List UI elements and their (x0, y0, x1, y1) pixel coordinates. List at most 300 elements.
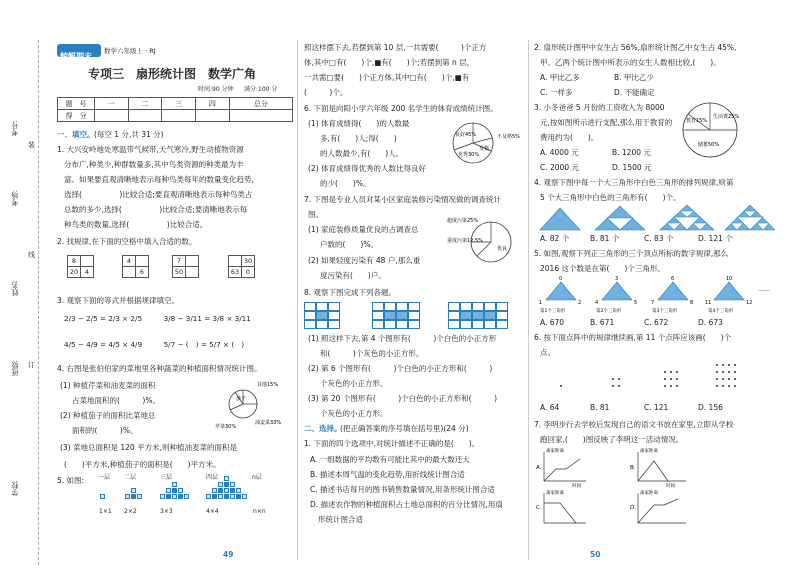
cube (242, 494, 247, 499)
r-q7-text: 7. 李明步行去学校后发现自己的语文书放在家里,立即从学校 (534, 420, 734, 429)
dot (716, 385, 718, 387)
cube (218, 482, 223, 487)
grid-cell: 7 (173, 256, 186, 267)
pattern-square (328, 320, 340, 329)
stack-caption: 1×1 (99, 508, 112, 515)
triangle-caption: 第1个三角形 (540, 309, 566, 314)
pattern-square (460, 311, 472, 320)
pattern-square (396, 311, 408, 320)
cube (172, 494, 177, 499)
dot (722, 364, 724, 366)
dot (734, 364, 736, 366)
q6-text: (1) 体育成绩得( )的人数最 (308, 119, 410, 128)
r-q6-option: B. 81 (590, 403, 610, 412)
stack-caption: 3×3 (160, 508, 173, 515)
pattern-square (396, 302, 408, 311)
q1-line: 分布广,种类少,种群数量多,其中鸟类资源的种类最为丰 (64, 160, 244, 169)
q4-pie-chart (213, 378, 293, 436)
graph-c[interactable] (536, 489, 586, 523)
grid-cell: 63 (229, 267, 242, 278)
score-cell[interactable] (162, 110, 196, 122)
brand-logo (57, 44, 101, 61)
section-2-heading: 二、选择。 (304, 424, 342, 433)
pattern-square (496, 311, 508, 320)
axis-label: 离家距离 (546, 449, 564, 454)
cube (184, 494, 189, 499)
dot (722, 385, 724, 387)
pattern-square (408, 302, 420, 311)
cube (172, 488, 177, 493)
r-q2-text: 2. 扇形统计图甲中女生占 56%,扇形统计图乙中女生占 45%, (534, 43, 737, 52)
r-q2-option: D. 不能确定 (614, 88, 655, 97)
label-name: 姓名: (11, 280, 19, 297)
r-q3-text: 元,按如图所示进行支配,那么用于教育的 (540, 118, 673, 127)
vertex-number: 10 (726, 276, 733, 282)
option-letter: C. (536, 505, 542, 511)
r-q2-option: A. 甲比乙多 (540, 73, 580, 82)
cube (178, 488, 183, 493)
q5-text: 5. 如图: (57, 476, 85, 485)
q6-pie-chart (445, 118, 525, 168)
s1-option: 形统计图合适 (318, 515, 363, 524)
score-cell[interactable] (229, 110, 292, 122)
grid-cell[interactable] (229, 256, 242, 267)
q8-answer: 和( )个灰色的小正方形。 (320, 349, 424, 358)
s1-option: C. 描述书店每月的图书销售数量情况,用条形统计图合适 (310, 485, 495, 494)
vertex-number: 8 (690, 300, 694, 306)
side-word-3: 订 (28, 361, 35, 369)
stack-caption: 2×2 (124, 508, 137, 515)
r-q6-text: 6. 按下面点阵中的规律继续画,第 11 个点阵应该画( )个 (534, 333, 732, 342)
q8-answer: (1) 照这样下去,第 4 个图形有( )个白色的小正方形 (308, 334, 497, 343)
grid-cell: 50 (173, 267, 186, 278)
dot (716, 371, 718, 373)
number-triangle (546, 282, 576, 300)
pattern-square (460, 320, 472, 329)
stack-label: 一层 (98, 474, 111, 481)
section-1-heading: 一、填空。 (57, 130, 95, 139)
page-number-left: 49 (223, 550, 234, 559)
score-head: 二 (128, 98, 162, 110)
pattern-square (372, 311, 384, 320)
pattern-square (448, 311, 460, 320)
q1-line: 富。如果要直观清晰地表示每种鸟类每年的数量变化趋势, (64, 175, 254, 184)
q6-text: (2) 体育成绩得优秀的人数比得良好 (308, 164, 427, 173)
q4-text: 4. 右图是张伯伯家的菜地里各种蔬菜的种植面积情况统计图。 (57, 364, 262, 373)
dot (612, 378, 614, 380)
grid-cell[interactable] (186, 267, 199, 278)
score-cell[interactable] (95, 110, 129, 122)
q6-text: 多,有( )人;得( ) (320, 134, 397, 143)
pattern-square (496, 320, 508, 329)
vertex-number: 12 (746, 300, 753, 306)
brand-text: 鲸鲲期末 (60, 52, 92, 61)
pie-label: 超度污染25% (447, 218, 479, 224)
stack-caption: 4×4 (206, 508, 219, 515)
grid-cell: 0 (242, 267, 255, 278)
score-head: 四 (196, 98, 230, 110)
axis-label: 时间 (666, 484, 675, 489)
cube (160, 494, 165, 499)
dot (676, 385, 678, 387)
line-path (638, 499, 678, 523)
r-q5-option: B. 671 (590, 318, 615, 327)
q4-text: ( )平方米,种植茄子的面积是( )平方米。 (64, 460, 221, 469)
r-q5-option: C. 672 (644, 318, 669, 327)
dot (664, 378, 666, 380)
axis-label: 时间 (572, 484, 581, 489)
axis-label: 离家距离 (640, 491, 658, 496)
dot (728, 371, 730, 373)
r-q3-text: 费用约为( )。 (540, 133, 599, 142)
q4-text: 面积的( )%。 (72, 426, 138, 435)
q6-text: 的人数最少,有( )人。 (320, 149, 404, 158)
q8-answer: 个灰色的小正方形。 (320, 379, 388, 388)
dot (664, 371, 666, 373)
cube (224, 488, 229, 493)
q7-text: 图。 (308, 210, 323, 219)
r-q3-text: 3. 小冬爸爸 5 月份的工资收入为 8000 (534, 103, 665, 112)
cube (230, 488, 235, 493)
grid-cell: 6 (136, 267, 149, 278)
r-q3-option: A. 4000 元 (540, 148, 579, 157)
option-letter: D. (630, 505, 636, 511)
q6-text: 6. 下面是向阳小学六年级 200 名学生的体育成绩统计图。 (304, 104, 498, 113)
mid-line: ( )个。 (304, 88, 348, 97)
side-word-2: 线 (28, 251, 35, 259)
cube (230, 494, 235, 499)
option-letter: B. (630, 465, 636, 471)
pattern-square (408, 311, 420, 320)
vertex-number: 11 (705, 300, 712, 306)
book-title: 数学六年级上 · RJ (104, 47, 156, 55)
r-q2-option: C. 一样多 (540, 88, 573, 97)
mid-line: 照这样摆下去,若摆到第 10 层,一共需要( )个正方 (304, 43, 487, 52)
q1-line: 总数的多少,选择( )比较合适;要清晰地表示每 (64, 205, 248, 214)
q2-grid-1 (67, 255, 94, 278)
s1-option: D. 描述农作物的种植面积占土地总面积的百分比情况,用扇 (310, 500, 503, 509)
graph-b[interactable] (630, 447, 686, 489)
q1-line: 选择( )比较合适;要直观清晰地表示每种鸟类占 (64, 190, 253, 199)
cube (131, 494, 136, 499)
number-triangle (602, 282, 632, 300)
cube (218, 494, 223, 499)
pie-label: 及格 (479, 146, 490, 152)
cube (224, 482, 229, 487)
section-1-note: (每空 1 分,共 31 分) (94, 130, 164, 139)
axis-label: 离家距离 (546, 491, 564, 496)
label-class: 班级: (11, 360, 19, 377)
grid-cell[interactable] (186, 256, 199, 267)
r-q6-option: A. 64 (540, 403, 560, 412)
cube (212, 488, 217, 493)
pie-label: 油麦菜33% (255, 420, 282, 426)
pie-label: 良好45% (455, 132, 477, 138)
score-head: 一 (95, 98, 129, 110)
grid-cell: 8 (68, 256, 81, 267)
pattern-square (328, 311, 340, 320)
r-q4-text: 5 个大三角形中白色的三角形有( )个。 (540, 193, 681, 202)
q8-answer: 个灰色的小正方形。 (320, 409, 388, 418)
stack-label: 二层 (124, 474, 137, 481)
dot (676, 371, 678, 373)
pattern-square (496, 302, 508, 311)
grid-cell: 4 (81, 267, 94, 278)
dot (670, 371, 672, 373)
triangle-caption: 第3个三角形 (652, 309, 678, 314)
q4-text: 占菜地面积的( )%。 (72, 396, 160, 405)
number-triangle (658, 282, 688, 300)
grid-cell: 30 (242, 256, 255, 267)
score-cell: 得 分 (58, 110, 95, 122)
r-q4-option: D. 121 个 (698, 234, 733, 243)
line-path (544, 503, 576, 523)
pie-label: 不及格5% (497, 134, 520, 140)
grid-cell: 20 (68, 267, 81, 278)
graph-a[interactable] (536, 447, 586, 489)
label-exam-number: 考号: (11, 120, 19, 137)
r-q5-option: D. 673 (698, 318, 723, 327)
vertex-number: 3 (615, 276, 619, 282)
triangle-caption: 第4个三角形 (708, 309, 734, 314)
cube (125, 494, 130, 499)
mid-line: 体,其中□有( )个,■有( )个;若摆到第 n 层, (304, 58, 470, 67)
dot (618, 378, 620, 380)
dot (734, 371, 736, 373)
pattern-square (484, 311, 496, 320)
q1-line: 种鸟类的数量,选择( )比较合适。 (64, 220, 208, 229)
q2-grid-3 (172, 255, 199, 278)
stack-label: n层 (252, 474, 262, 481)
r-q6-option: C. 121 (644, 403, 669, 412)
vertex-number: 2 (578, 300, 582, 306)
more-ellipsis: …… (758, 286, 770, 293)
pie-label: 茄子 (236, 396, 247, 402)
stack-label: 四层 (206, 474, 219, 481)
r-q2-option: B. 甲比乙少 (614, 73, 654, 82)
pattern-square (316, 311, 328, 320)
pattern-square (472, 311, 484, 320)
grid-cell[interactable] (81, 256, 94, 267)
pie-label: 优良 (497, 246, 508, 252)
score-cell[interactable] (196, 110, 230, 122)
dot (722, 378, 724, 380)
q8-answer: (3) 第 20 个图形有( )个白色的小正方形和( ) (308, 394, 498, 403)
cube (166, 488, 171, 493)
dot (728, 364, 730, 366)
q7-pie-chart (445, 212, 525, 270)
pattern-square (328, 302, 340, 311)
vertex-number: 1 (539, 300, 543, 306)
cube (131, 488, 136, 493)
q4-text: (2) 种植茄子的面积比菜地总 (60, 411, 156, 420)
grid-cell[interactable] (123, 267, 136, 278)
dot (728, 385, 730, 387)
pie-label: 优秀30% (458, 152, 480, 158)
cube (178, 494, 183, 499)
cube (236, 488, 241, 493)
section-2-note: (把正确答案的序号填在括号里)(24 分) (340, 424, 469, 433)
pattern-square (408, 320, 420, 329)
score-head: 题 号 (58, 98, 95, 110)
dot (664, 385, 666, 387)
cube (166, 494, 171, 499)
pattern-square (396, 320, 408, 329)
pattern-square (304, 311, 316, 320)
score-head: 总分 (229, 98, 292, 110)
dot (722, 371, 724, 373)
line-path (544, 459, 580, 481)
pattern-square (484, 302, 496, 311)
score-cell[interactable] (128, 110, 162, 122)
page-title: 专项三 扇形统计图 数学广角 (88, 67, 257, 81)
cube (224, 494, 229, 499)
r-q4-option: B. 81 个 (590, 234, 620, 243)
dot (618, 385, 620, 387)
r-q4-option: C. 83 个 (644, 234, 674, 243)
q3-equation: 4/5 − 4/9 = 4/5 × 4/9 5/7 − ( ) = 5/7 × ( ) (64, 340, 245, 349)
pie-label: 教育15% (686, 118, 708, 124)
label-school: 学校: (11, 480, 19, 497)
label-exam-room: 考场: (11, 190, 19, 207)
dot (716, 378, 718, 380)
r-q5-triangles (536, 274, 776, 314)
pattern-square (304, 302, 316, 311)
stack-caption: n×n (253, 508, 266, 515)
q4-text: (3) 菜地总面积是 120 平方米,则种植油麦菜的面积是 (60, 443, 237, 452)
pattern-square (460, 302, 472, 311)
q6-text: 的少( )%。 (320, 179, 371, 188)
q7-text: (2) 如果轻度污染有 48 户,那么重 (308, 256, 421, 265)
pattern-square (316, 302, 328, 311)
pattern-square (472, 320, 484, 329)
vertex-number: 4 (595, 300, 599, 306)
r-q2-text: 甲、乙两个统计图中所表示的女生人数相比较,( )。 (540, 58, 721, 67)
option-letter: A. (536, 465, 542, 471)
r-q3-option: C. 2000 元 (540, 163, 579, 172)
vertex-number: 6 (671, 276, 675, 282)
vertex-number: 5 (634, 300, 638, 306)
q1-line: 1. 大兴安岭地处寒温带气候带,天气寒冷,野生动植物资源 (57, 145, 244, 154)
q7-text: 度污染有( )户。 (320, 271, 386, 280)
vertex-number: 0 (559, 276, 563, 282)
pie-label: 其他15% (257, 382, 279, 388)
cube (236, 494, 241, 499)
dot (560, 385, 562, 387)
column-divider (297, 40, 298, 560)
cube (137, 494, 142, 499)
cube (100, 494, 105, 499)
pattern-square (304, 320, 316, 329)
mid-line: 一共需□要( )个正方体,其中□有( )个,■有 (304, 73, 470, 82)
pattern-square (472, 302, 484, 311)
column-divider (528, 40, 529, 560)
q2-text: 2. 找规律,在下面的空格中填入合适的数。 (57, 237, 197, 246)
graph-d[interactable] (630, 489, 686, 523)
score-head: 三 (162, 98, 196, 110)
pattern-square (372, 302, 384, 311)
r-q5-option: A. 670 (540, 318, 565, 327)
q7-text: (1) 家庭装修质量优良的占调查总 (308, 225, 419, 234)
pattern-square (384, 302, 396, 311)
page-number-right: 50 (590, 550, 601, 559)
r-q5-text: 2016 这个数是在第( )个三角形。 (540, 264, 665, 273)
r-q3-option: B. 1200 元 (612, 148, 651, 157)
pattern-square (316, 320, 328, 329)
pie-label: 生活费25% (713, 114, 740, 120)
grid-cell[interactable] (136, 256, 149, 267)
q2-grid-2 (122, 255, 149, 278)
dot (670, 378, 672, 380)
q7-text: 户数的( )%。 (320, 240, 378, 249)
stack-label: 三层 (160, 474, 173, 481)
pattern-square (372, 320, 384, 329)
cube (206, 494, 211, 499)
r-q6-option: D. 156 (698, 403, 723, 412)
pie-label: 重度污染12.5% (447, 238, 483, 244)
side-word-1: 装 (28, 141, 35, 149)
time-limit: 时间:90 分钟 (198, 86, 234, 93)
dot (670, 385, 672, 387)
cube (212, 494, 217, 499)
dot (734, 378, 736, 380)
triangle-1 (540, 208, 580, 230)
pattern-square (384, 311, 396, 320)
s1-text: 1. 下面的四个选项中,对统计描述不正确的是( )。 (304, 439, 480, 448)
binding-line (38, 40, 39, 565)
r-q4-option: A. 82 个 (540, 234, 570, 243)
cube (172, 482, 177, 487)
dot (676, 378, 678, 380)
r-q6-text: 点。 (540, 348, 555, 357)
q3-text: 3. 观察下面的等式并根据规律填空。 (57, 296, 180, 305)
triangle-caption: 第2个三角形 (596, 309, 622, 314)
pie-label: 储蓄50% (698, 142, 720, 148)
q7-text: 7. 下图是专业人员对某小区家庭装修污染情况做的调查统计 (304, 195, 502, 204)
r-q3-option: D. 1500 元 (612, 163, 652, 172)
s1-option: A. 一组数据的平均数有可能比其中的最大数还大 (310, 455, 470, 464)
pie-label: 芹菜30% (215, 424, 237, 430)
r-q7-graphs (536, 447, 696, 527)
pattern-square (448, 320, 460, 329)
score-table (57, 97, 293, 122)
full-score: 满分:100 分 (244, 86, 278, 93)
grid-cell: 4 (123, 256, 136, 267)
q3-equation: 2/3 − 2/5 = 2/3 × 2/5 3/8 − 3/11 = 3/8 × 3/11 (64, 314, 251, 323)
q8-answer: (2) 第 6 个图形有( )个白色的小正方形和( ) (308, 364, 493, 373)
q4-text: (1) 种植芹菜和油麦菜的面积 (60, 381, 156, 390)
cube (224, 476, 229, 481)
dot (716, 364, 718, 366)
r-q7-text: 跑回家,( )图反映了李明这一活动情况。 (540, 435, 684, 444)
cube (218, 488, 223, 493)
r-q5-text: 5. 如图,观察下列正三角形的三个顶点所标的数字规律,那么 (534, 249, 729, 258)
s1-option: B. 描述本周气温的变化趋势,用折线统计图合适 (310, 470, 465, 479)
line-path (638, 461, 668, 481)
r-q4-text: 4. 观察下图中每一个大三角形中白色三角形的排列规律,则第 (534, 178, 734, 187)
q8-text: 8. 观察下图完成下列各题。 (304, 288, 397, 297)
axis-label: 离家距离 (640, 449, 658, 454)
r-q3-pie-chart (680, 100, 740, 162)
dot (612, 385, 614, 387)
number-triangle (714, 282, 744, 300)
pattern-square (448, 302, 460, 311)
pattern-square (384, 320, 396, 329)
cube (230, 482, 235, 487)
vertex-number: 7 (651, 300, 655, 306)
r-q4-triangles (535, 202, 775, 232)
dot (734, 385, 736, 387)
